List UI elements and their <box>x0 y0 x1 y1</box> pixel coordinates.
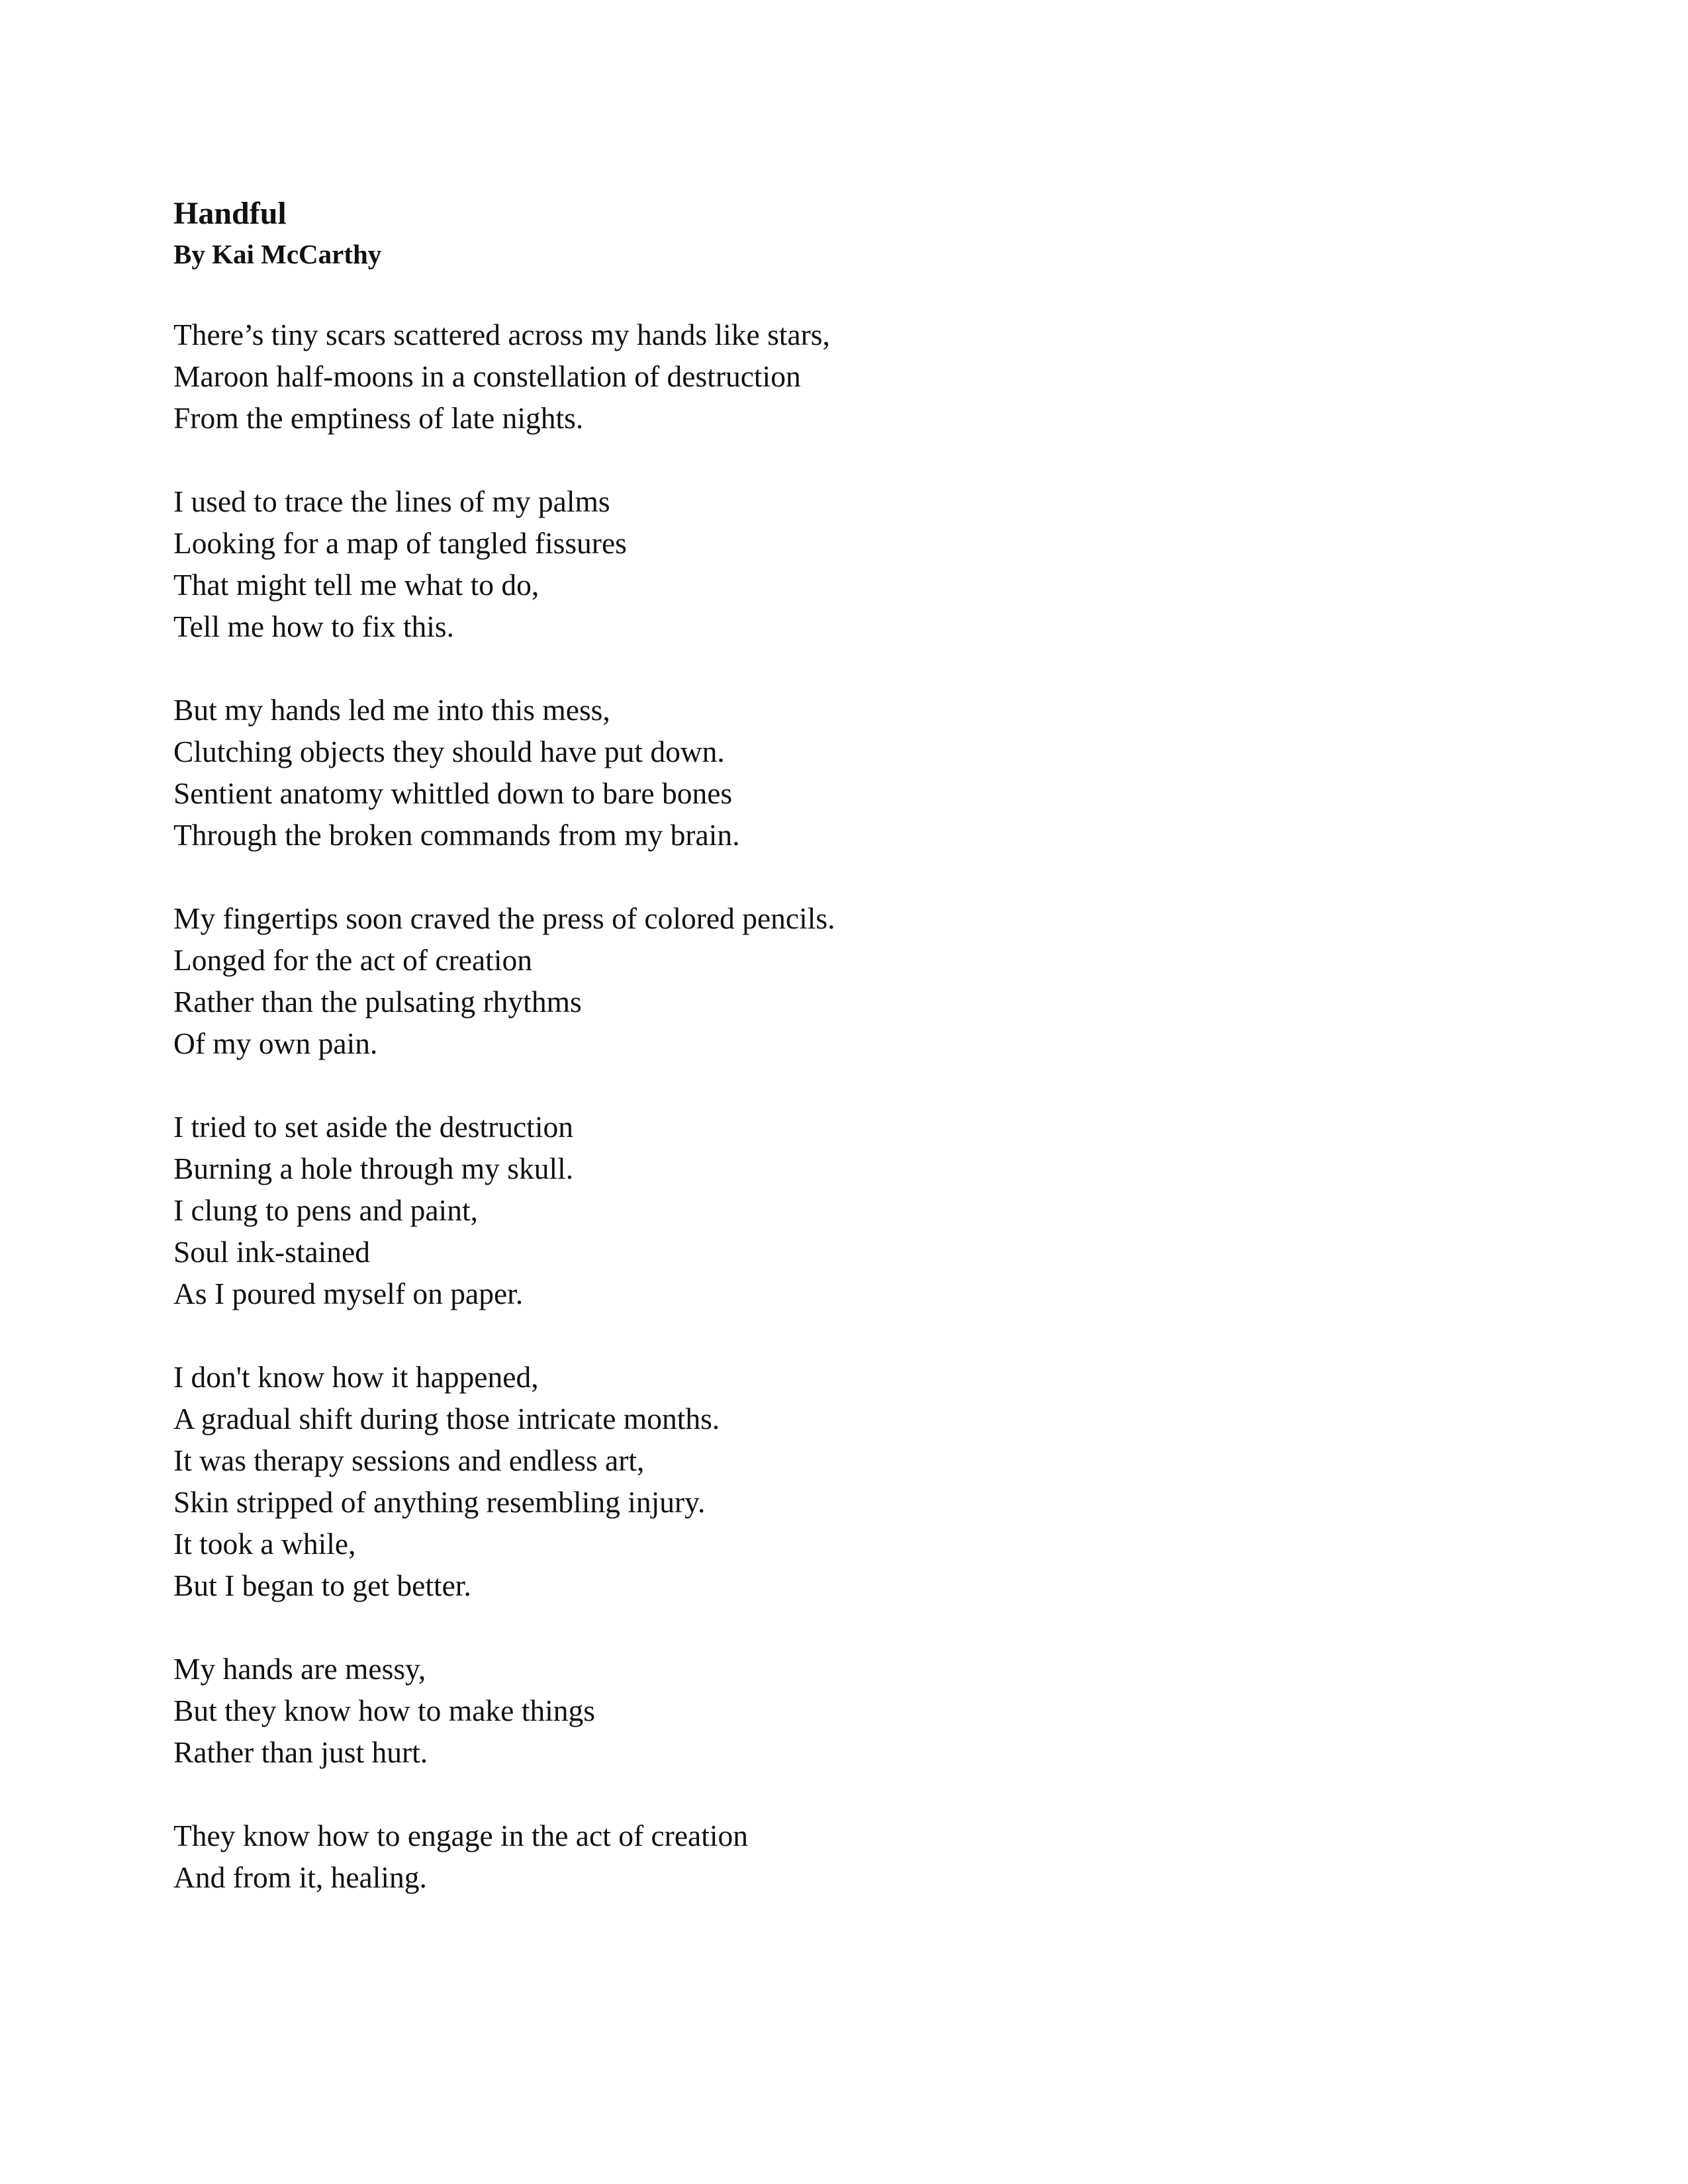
poem-line: Through the broken commands from my brain. <box>173 818 740 852</box>
stanza-8 <box>173 1815 1564 1898</box>
poem-line: And from it, healing. <box>173 1860 427 1894</box>
stanza-5 <box>173 1106 1564 1314</box>
poem-line: Maroon half-moons in a constellation of destruction <box>173 359 801 393</box>
poem-line: But they know how to make things <box>173 1694 595 1727</box>
poem-author: By Kai McCarthy <box>173 239 382 269</box>
poem-line: Burning a hole through my skull. <box>173 1152 574 1185</box>
poem-line: They know how to engage in the act of creation <box>173 1819 748 1852</box>
poem-line: It took a while, <box>173 1527 356 1561</box>
poem-line: There’s tiny scars scattered across my hands like stars, <box>173 318 830 351</box>
poem-line: My fingertips soon craved the press of colored pencils. <box>173 901 835 935</box>
poem-line: I tried to set aside the destruction <box>173 1110 573 1144</box>
poem-line: A gradual shift during those intricate months. <box>173 1402 720 1435</box>
poem-line: Soul ink-stained <box>173 1235 370 1269</box>
poem-line: I used to trace the lines of my palms <box>173 484 610 518</box>
stanza-1 <box>173 314 1564 439</box>
poem-line: Sentient anatomy whittled down to bare bones <box>173 776 733 810</box>
poem-line: Looking for a map of tangled fissures <box>173 526 627 560</box>
stanza-4 <box>173 897 1564 1064</box>
poem-line: Longed for the act of creation <box>173 943 532 977</box>
poem-line: Rather than the pulsating rhythms <box>173 985 582 1019</box>
stanza-7 <box>173 1648 1564 1773</box>
poem-line: As I poured myself on paper. <box>173 1277 524 1310</box>
poem-line: But I began to get better. <box>173 1569 471 1602</box>
poem-line: Skin stripped of anything resembling injury. <box>173 1485 706 1519</box>
poem-line: Clutching objects they should have put down. <box>173 735 725 768</box>
poem-line: I don't know how it happened, <box>173 1360 539 1394</box>
stanza-3 <box>173 689 1564 856</box>
poem-line: Tell me how to fix this. <box>173 610 454 643</box>
poem-line: Of my own pain. <box>173 1026 378 1060</box>
stanza-6 <box>173 1356 1564 1606</box>
poem-line: But my hands led me into this mess, <box>173 693 610 727</box>
poem <box>173 193 1564 1940</box>
poem-line: Rather than just hurt. <box>173 1735 428 1769</box>
poem-title: Handful <box>173 196 287 231</box>
stanza-2 <box>173 480 1564 647</box>
poem-line: I clung to pens and paint, <box>173 1193 478 1227</box>
poem-line: That might tell me what to do, <box>173 568 539 602</box>
poem-body <box>173 314 1564 1898</box>
poem-line: From the emptiness of late nights. <box>173 401 584 435</box>
poem-line: It was therapy sessions and endless art, <box>173 1443 645 1477</box>
poem-line: My hands are messy, <box>173 1652 426 1686</box>
